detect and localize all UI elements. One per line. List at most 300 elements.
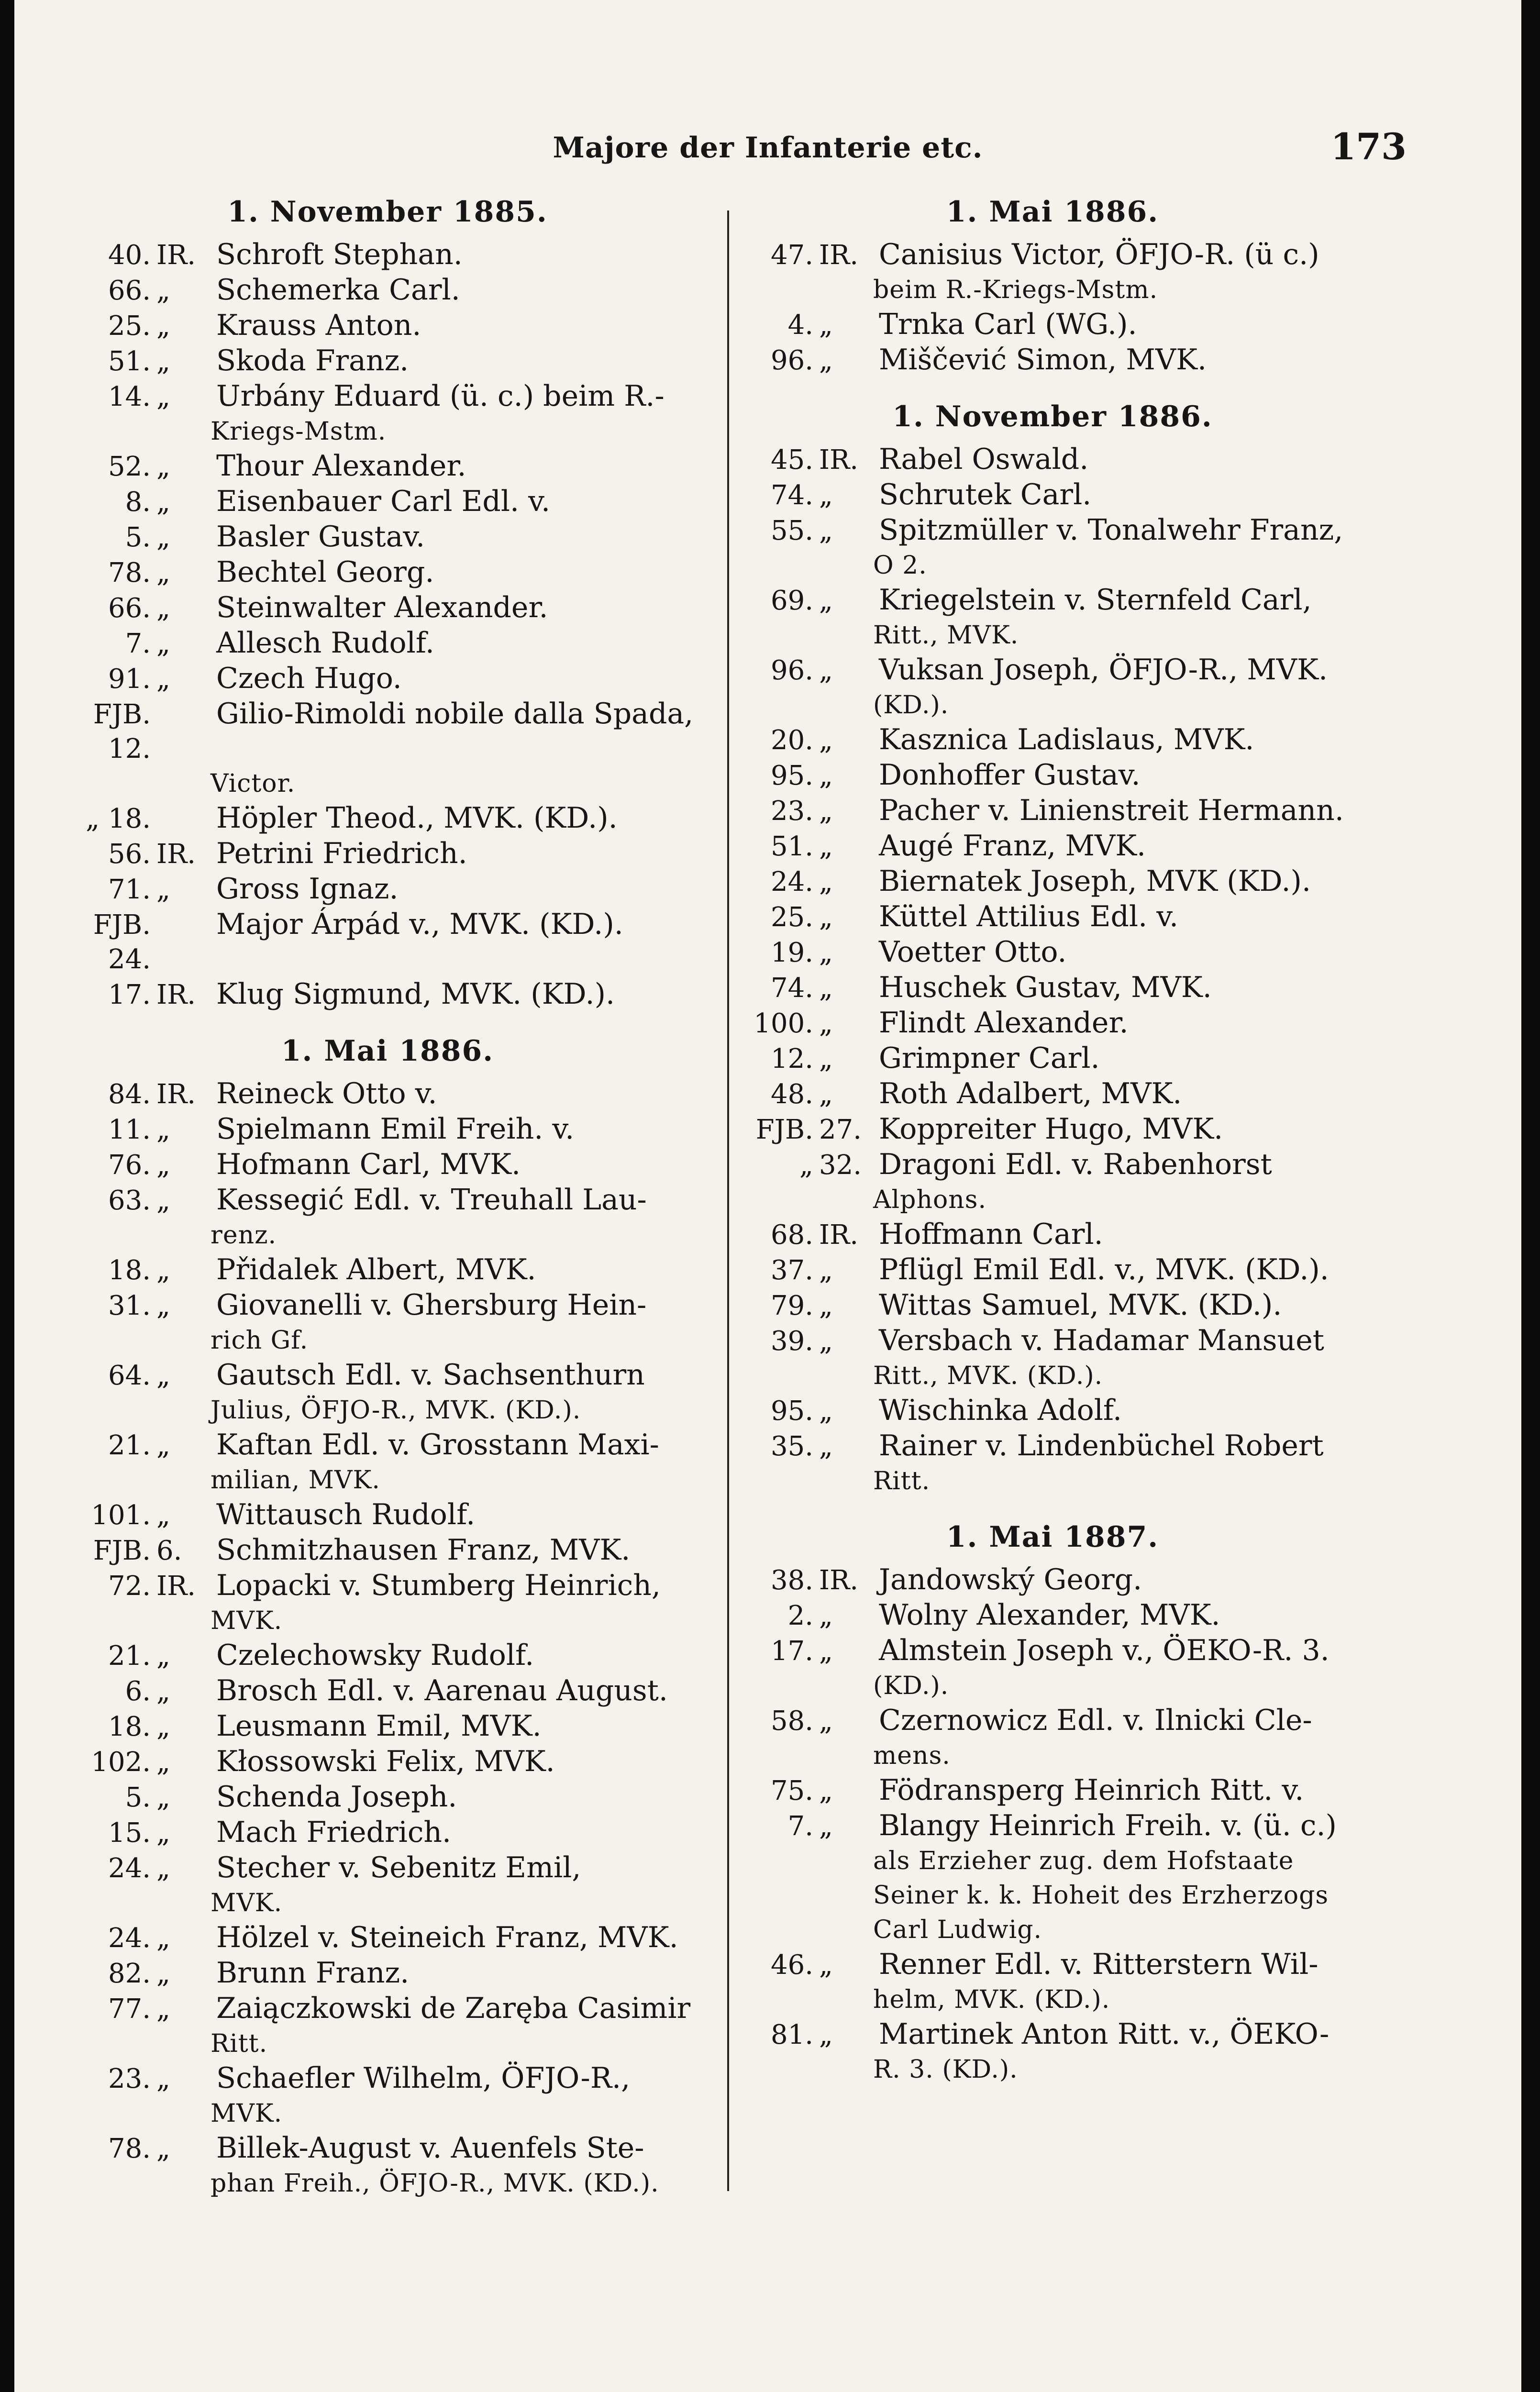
list-item — [57, 836, 718, 872]
list-item — [57, 1147, 718, 1183]
entry-number: 37. — [770, 1255, 813, 1286]
list-item — [57, 449, 718, 484]
entry-number: 69. — [770, 585, 813, 616]
entry-name: Spitzmüller v. Tonalwehr Franz, — [879, 513, 1343, 547]
entry-unit: „ — [819, 1255, 833, 1286]
entry-name: Roth Adalbert, MVK. — [879, 1077, 1182, 1110]
entry-name: Billek-August v. Auenfels Ste- — [216, 2131, 644, 2165]
entry-unit: „ — [819, 831, 833, 862]
entry-number: FJB. 12. — [93, 699, 151, 764]
entry-continuation: Carl Ludwig. — [873, 1916, 1042, 1944]
entry-continuation: renz. — [211, 1221, 277, 1250]
entry-number: FJB. — [755, 1114, 813, 1145]
entry-name: Schenda Joseph. — [216, 1780, 457, 1814]
entry-name: Hölzel v. Steineich Franz, MVK. — [216, 1921, 678, 1954]
entry-unit: „ — [156, 628, 171, 659]
entry-name: Kaftan Edl. v. Grosstann Maxi- — [216, 1428, 659, 1462]
entry-continuation: (KD.). — [873, 1672, 949, 1700]
list-item — [732, 1076, 1373, 1112]
entry-number: 18. — [108, 1711, 151, 1742]
entry-unit: „ — [819, 937, 833, 968]
entry-name: Gilio-Rimoldi nobile dalla Spada, — [216, 697, 694, 731]
entry-name: Kessegić Edl. v. Treuhall Lau- — [216, 1183, 647, 1217]
entry-continuation: Alphons. — [873, 1185, 986, 1214]
list-item — [57, 1991, 718, 2027]
entry-unit: „ — [156, 381, 171, 412]
page-header — [14, 125, 1521, 178]
entry-unit: „ — [156, 451, 171, 482]
entry-number: 81. — [770, 2019, 813, 2050]
entry-number: FJB. 24. — [93, 909, 151, 975]
page-number: 173 — [1330, 125, 1407, 168]
entry-name: Jandowský Georg. — [879, 1563, 1142, 1596]
entry-continuation: helm, MVK. (KD.). — [873, 1985, 1110, 2014]
entry-number: 6. — [125, 1676, 151, 1707]
entry-continuation: beim R.-Kriegs-Mstm. — [873, 276, 1158, 304]
entry-unit: „ — [819, 310, 833, 341]
entry-number: 11. — [108, 1114, 151, 1145]
list-item — [57, 1709, 718, 1744]
entry-continuation: milian, MVK. — [211, 1466, 380, 1495]
entry-unit: „ — [156, 1958, 171, 1989]
entry-unit: „ — [819, 760, 833, 791]
entry-name: Canisius Victor, ÖFJO-R. (ü c.) — [879, 238, 1319, 271]
entry-unit: „ — [156, 1255, 171, 1286]
list-item — [57, 801, 718, 836]
entry-number: 79. — [770, 1290, 813, 1321]
entry-name: Kasznica Ladislaus, MVK. — [879, 723, 1254, 756]
list-item — [57, 626, 718, 661]
entry-number: 12. — [770, 1043, 813, 1074]
entry-unit: „ — [819, 1008, 833, 1039]
entry-number: 24. — [108, 1923, 151, 1954]
entry-unit: „ — [156, 1676, 171, 1707]
entry-number: „ — [799, 1150, 813, 1181]
entry-unit: „ — [819, 796, 833, 827]
entry-name: Lopacki v. Stumberg Heinrich, — [216, 1569, 661, 1602]
entry-name: Mach Friedrich. — [216, 1816, 452, 1849]
list-item — [57, 1252, 718, 1288]
entry-number: 84. — [108, 1079, 151, 1110]
list-item — [57, 661, 718, 697]
entry-number: 63. — [108, 1185, 151, 1216]
entry-unit: IR. — [156, 979, 196, 1010]
entry-number: 51. — [770, 831, 813, 862]
entry-number: 77. — [108, 1993, 151, 2025]
entry-unit: IR. — [156, 240, 196, 271]
list-item — [57, 1112, 718, 1147]
list-item — [57, 1288, 718, 1323]
list-item — [57, 1956, 718, 1991]
list-item — [57, 1780, 718, 1815]
entry-number: 56. — [108, 839, 151, 870]
entry-unit: „ — [819, 1326, 833, 1357]
entry-number: 78. — [108, 557, 151, 588]
entry-continuation: Ritt., MVK. (KD.). — [873, 1362, 1103, 1390]
entry-unit: „ — [156, 2063, 171, 2094]
list-item — [732, 1041, 1373, 1076]
entry-unit: IR. — [819, 1219, 859, 1251]
entry-unit: „ — [156, 487, 171, 518]
entry-continuation: Seiner k. k. Hoheit des Erzherzogs — [873, 1881, 1329, 1910]
entry-name: Schemerka Carl. — [216, 273, 460, 307]
entry-unit: „ — [156, 1360, 171, 1391]
entry-unit: „ — [819, 1705, 833, 1737]
entry-name: Pflügl Emil Edl. v., MVK. (KD.). — [879, 1253, 1329, 1286]
entry-number: 96. — [770, 655, 813, 686]
entry-number: 48. — [770, 1079, 813, 1110]
entry-unit: „ — [819, 1775, 833, 1806]
entry-name: Czelechowsky Rudolf. — [216, 1639, 534, 1672]
entry-number: 25. — [108, 310, 151, 342]
entry-unit: „ — [156, 522, 171, 553]
entry-unit: „ — [819, 1949, 833, 1981]
entry-name: Flindt Alexander. — [879, 1006, 1129, 1040]
entry-unit: „ — [156, 1290, 171, 1321]
entry-name: Major Árpád v., MVK. (KD.). — [216, 908, 623, 941]
entry-name: Gross Ignaz. — [216, 872, 399, 906]
entry-number: 46. — [770, 1949, 813, 1981]
entry-name: Giovanelli v. Ghersburg Hein- — [216, 1288, 647, 1322]
entry-name: Allesch Rudolf. — [216, 626, 435, 660]
entry-name: Gautsch Edl. v. Sachsenthurn — [216, 1358, 645, 1392]
entry-unit: IR. — [156, 839, 196, 870]
entry-number: 100. — [753, 1008, 813, 1039]
column-divider — [727, 210, 729, 2191]
entry-number: 20. — [770, 725, 813, 756]
entry-number: 24. — [108, 1853, 151, 1884]
list-item — [57, 308, 718, 343]
entry-name: Basler Gustav. — [216, 520, 425, 554]
entry-continuation: Victor. — [211, 769, 296, 798]
list-item — [57, 2061, 718, 2096]
list-item — [57, 555, 718, 590]
list-item — [732, 758, 1373, 793]
entry-continuation: R. 3. (KD.). — [873, 2055, 1018, 2084]
entry-name: Leusmann Emil, MVK. — [216, 1709, 542, 1743]
list-item — [732, 513, 1373, 548]
list-item — [732, 1808, 1373, 1844]
entry-unit: „ — [819, 1636, 833, 1667]
list-item — [732, 1703, 1373, 1739]
entry-name: Wittas Samuel, MVK. (KD.). — [879, 1288, 1282, 1322]
entry-number: 82. — [108, 1958, 151, 1989]
entry-name: Urbány Eduard (ü. c.) beim R.- — [216, 379, 665, 413]
entry-number: 8. — [125, 487, 151, 518]
list-item — [57, 1920, 718, 1956]
entry-number: 17. — [108, 979, 151, 1010]
entry-unit: „ — [819, 1811, 833, 1842]
entry-number: 5. — [125, 1782, 151, 1813]
entry-number: 21. — [108, 1430, 151, 1461]
entry-name: Wittausch Rudolf. — [216, 1498, 476, 1531]
entry-continuation: (KD.). — [873, 691, 949, 720]
entry-name: Wolny Alexander, MVK. — [879, 1598, 1220, 1632]
entry-unit: „ — [819, 345, 833, 376]
entry-unit: „ — [156, 1500, 171, 1531]
entry-unit: „ — [156, 1430, 171, 1461]
list-item — [57, 977, 718, 1012]
entry-unit: „ — [156, 664, 171, 695]
list-item — [57, 1533, 718, 1568]
entry-name: Kriegelstein v. Sternfeld Carl, — [879, 583, 1312, 617]
list-item — [732, 307, 1373, 343]
list-item — [732, 793, 1373, 829]
entry-number: 58. — [770, 1705, 813, 1737]
running-title: Majore der Infanterie etc. — [553, 131, 983, 165]
entry-name: Miščević Simon, MVK. — [879, 343, 1207, 377]
entry-number: 18. — [108, 1255, 151, 1286]
entry-name: Reineck Otto v. — [216, 1077, 437, 1110]
entry-number: 95. — [770, 1395, 813, 1427]
entry-name: Donhoffer Gustav. — [879, 758, 1141, 792]
entry-number: 91. — [108, 664, 151, 695]
list-item — [732, 1147, 1373, 1183]
entry-name: Rainer v. Lindenbüchel Robert — [879, 1429, 1324, 1462]
entry-name: Bechtel Georg. — [216, 555, 434, 589]
entry-number: 23. — [108, 2063, 151, 2094]
entry-continuation: Ritt. — [873, 1467, 931, 1495]
list-item — [57, 273, 718, 308]
entry-unit: „ — [819, 973, 833, 1004]
entry-name: Grimpner Carl. — [879, 1041, 1100, 1075]
list-item — [732, 237, 1373, 273]
list-item — [732, 970, 1373, 1006]
entry-unit: „ — [156, 1114, 171, 1145]
entry-number: 76. — [108, 1150, 151, 1181]
entry-name: Födransperg Heinrich Ritt. v. — [879, 1773, 1304, 1807]
entry-name: Wischinka Adolf. — [879, 1394, 1122, 1427]
section-heading: 1. Mai 1886. — [281, 1034, 494, 1068]
entry-unit: „ — [819, 1079, 833, 1110]
list-item — [57, 1076, 718, 1112]
entry-name: Skoda Franz. — [216, 344, 409, 377]
list-item — [732, 1323, 1373, 1359]
entry-number: 64. — [108, 1360, 151, 1391]
list-item — [57, 520, 718, 555]
entry-unit: „ — [819, 480, 833, 511]
entry-unit: „ — [819, 1290, 833, 1321]
entry-number: 38. — [770, 1565, 813, 1596]
entry-name: Huschek Gustav, MVK. — [879, 971, 1212, 1004]
entry-name: Brunn Franz. — [216, 1956, 410, 1990]
entry-number: 19. — [770, 937, 813, 968]
entry-number: 102. — [91, 1747, 151, 1778]
entry-name: Dragoni Edl. v. Rabenhorst — [879, 1148, 1272, 1181]
section-heading: 1. November 1886. — [892, 400, 1213, 433]
list-item — [57, 1358, 718, 1393]
entry-unit: „ — [156, 557, 171, 588]
entry-unit: „ — [819, 1431, 833, 1462]
entry-unit: „ — [819, 866, 833, 897]
list-item — [57, 1183, 718, 1218]
entry-name: Martinek Anton Ritt. v., ÖEKO- — [879, 2017, 1329, 2051]
list-item — [57, 872, 718, 907]
entry-unit: „ — [819, 2019, 833, 2050]
entry-number: 78. — [108, 2133, 151, 2164]
entry-name: Klug Sigmund, MVK. (KD.). — [216, 977, 615, 1011]
list-item — [57, 484, 718, 520]
list-item — [732, 829, 1373, 864]
entry-unit: „ — [156, 874, 171, 905]
entry-name: Blangy Heinrich Freih. v. (ü. c.) — [879, 1809, 1337, 1842]
entry-continuation: rich Gf. — [211, 1326, 309, 1355]
section-heading: 1. Mai 1886. — [946, 195, 1159, 229]
list-item — [57, 590, 718, 626]
list-item — [732, 1633, 1373, 1669]
section-heading: 1. Mai 1887. — [946, 1520, 1159, 1554]
entry-number: 101. — [91, 1500, 151, 1531]
entry-name: Petrini Friedrich. — [216, 837, 467, 870]
entry-name: Biernatek Joseph, MVK (KD.). — [879, 864, 1311, 898]
entry-name: Schrutek Carl. — [879, 478, 1092, 511]
list-item — [57, 1673, 718, 1709]
list-item — [732, 1112, 1373, 1147]
entry-name: Schaefler Wilhelm, ÖFJO-R., — [216, 2061, 631, 2095]
list-item — [732, 583, 1373, 618]
entry-continuation: MVK. — [211, 1889, 283, 1917]
entry-name: Czech Hugo. — [216, 662, 402, 695]
entry-number: 72. — [108, 1571, 151, 1602]
entry-unit: „ — [156, 1711, 171, 1742]
entry-unit: „ — [819, 725, 833, 756]
list-item — [732, 442, 1373, 477]
list-item — [57, 1428, 718, 1463]
entry-number: 2. — [787, 1600, 813, 1631]
entry-name: Steinwalter Alexander. — [216, 591, 548, 624]
entry-unit: 27. — [819, 1114, 862, 1145]
entry-number: 39. — [770, 1326, 813, 1357]
entry-name: Vuksan Joseph, ÖFJO-R., MVK. — [879, 653, 1328, 687]
entry-name: Küttel Attilius Edl. v. — [879, 900, 1179, 933]
section-heading: 1. November 1885. — [227, 195, 548, 229]
list-item — [57, 907, 718, 977]
entry-unit: „ — [156, 593, 171, 624]
list-item — [732, 2017, 1373, 2052]
list-item — [732, 935, 1373, 970]
entry-number: 51. — [108, 346, 151, 377]
list-item — [57, 343, 718, 379]
list-item — [732, 1429, 1373, 1464]
list-item — [57, 1638, 718, 1673]
entry-name: Zaiączkowski de Zaręba Casimir — [216, 1992, 691, 2025]
entry-name: Renner Edl. v. Ritterstern Wil- — [879, 1948, 1318, 1981]
entry-continuation: Ritt., MVK. — [873, 621, 1019, 650]
list-item — [732, 1252, 1373, 1288]
entry-name: Pacher v. Linienstreit Hermann. — [879, 794, 1344, 827]
entry-unit: „ — [819, 585, 833, 616]
list-item — [732, 1288, 1373, 1323]
list-item — [732, 1393, 1373, 1429]
list-item — [732, 1217, 1373, 1252]
entry-unit: „ — [156, 1923, 171, 1954]
entry-unit: IR. — [819, 444, 859, 476]
entry-name: Rabel Oswald. — [879, 443, 1089, 476]
entry-continuation: als Erzieher zug. dem Hofstaate — [873, 1847, 1294, 1875]
entry-name: Koppreiter Hugo, MVK. — [879, 1112, 1223, 1146]
entry-unit: „ — [819, 655, 833, 686]
list-item — [732, 1598, 1373, 1633]
entry-unit: „ — [156, 1150, 171, 1181]
entry-unit: „ — [819, 1600, 833, 1631]
entry-unit: „ — [156, 1640, 171, 1672]
entry-number: 66. — [108, 593, 151, 624]
entry-number: 55. — [770, 515, 813, 546]
entry-unit: „ — [156, 1782, 171, 1813]
entry-name: Schroft Stephan. — [216, 238, 463, 271]
entry-unit: 6. — [156, 1535, 182, 1566]
list-item — [57, 2131, 718, 2166]
entry-number: 25. — [770, 902, 813, 933]
entry-unit: „ — [819, 902, 833, 933]
entry-name: Spielmann Emil Freih. v. — [216, 1112, 575, 1146]
list-item — [732, 1773, 1373, 1808]
entry-unit: 32. — [819, 1150, 862, 1181]
entry-name: Eisenbauer Carl Edl. v. — [216, 485, 551, 518]
entry-number: 40. — [108, 240, 151, 271]
entry-continuation: MVK. — [211, 1606, 283, 1635]
list-item — [732, 722, 1373, 758]
entry-unit: „ — [156, 346, 171, 377]
entry-number: 5. — [125, 522, 151, 553]
entry-continuation: Ritt. — [211, 2029, 268, 2058]
entry-name: Hoffmann Carl. — [879, 1218, 1103, 1251]
entry-number: 96. — [770, 345, 813, 376]
entry-number: 24. — [770, 866, 813, 897]
entry-number: 15. — [108, 1817, 151, 1849]
entry-number: „ 18. — [86, 803, 151, 834]
entry-name: Stecher v. Sebenitz Emil, — [216, 1851, 581, 1884]
entry-unit: „ — [156, 275, 171, 306]
entry-number: 17. — [770, 1636, 813, 1667]
entry-unit: „ — [819, 1395, 833, 1427]
entry-continuation: MVK. — [211, 2099, 283, 2128]
entry-unit: „ — [156, 1853, 171, 1884]
list-item — [732, 343, 1373, 378]
entry-number: 95. — [770, 760, 813, 791]
entry-name: Thour Alexander. — [216, 449, 466, 483]
entry-number: 7. — [787, 1811, 813, 1842]
entry-number: 71. — [108, 874, 151, 905]
list-item — [732, 899, 1373, 935]
entry-number: 74. — [770, 973, 813, 1004]
entry-continuation: O 2. — [873, 551, 927, 580]
entry-unit: „ — [156, 1185, 171, 1216]
entry-continuation: Julius, ÖFJO-R., MVK. (KD.). — [211, 1396, 581, 1425]
list-item — [57, 1497, 718, 1533]
entry-continuation: Kriegs-Mstm. — [211, 417, 387, 446]
entry-number: 21. — [108, 1640, 151, 1672]
list-item — [732, 864, 1373, 899]
list-item — [57, 1744, 718, 1780]
list-item — [732, 1562, 1373, 1598]
entry-number: 52. — [108, 451, 151, 482]
entry-unit: IR. — [156, 1571, 196, 1602]
entry-number: 45. — [770, 444, 813, 476]
list-item — [732, 653, 1373, 688]
entry-number: 75. — [770, 1775, 813, 1806]
entry-number: 14. — [108, 381, 151, 412]
entry-number: 74. — [770, 480, 813, 511]
list-item — [57, 237, 718, 273]
left-column — [57, 191, 718, 2359]
entry-number: 47. — [770, 240, 813, 271]
entry-name: Schmitzhausen Franz, MVK. — [216, 1533, 631, 1567]
entry-number: 4. — [787, 310, 813, 341]
list-item — [57, 1568, 718, 1604]
list-item — [57, 697, 718, 766]
list-item — [732, 1947, 1373, 1982]
